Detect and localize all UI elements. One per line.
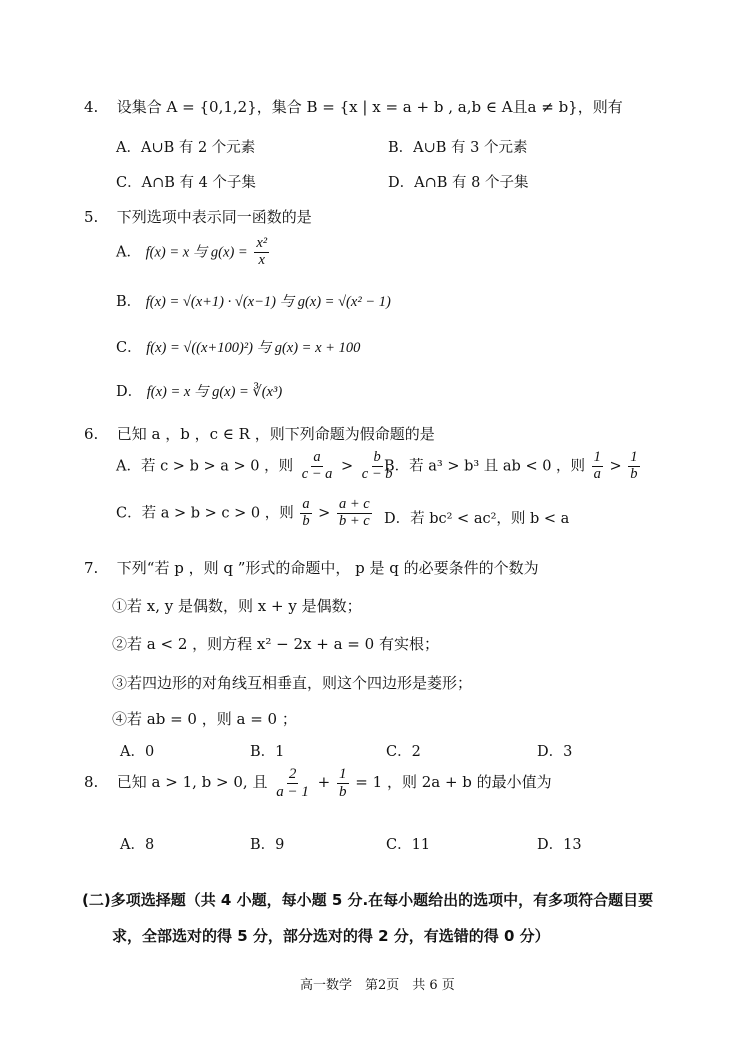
fraction xyxy=(592,450,603,483)
page-footer: 高一数学 第2页 共 6 页 xyxy=(300,978,455,993)
q6-option-c xyxy=(116,497,374,530)
denominator: b xyxy=(630,465,638,482)
option-text: B．若 a³ > b³ 且 ab < 0 ，则 xyxy=(384,458,586,475)
q7-item-1: ①若 x, y 是偶数，则 x + y 是偶数； xyxy=(112,597,362,615)
question-6 xyxy=(84,423,435,444)
fraction xyxy=(628,450,639,483)
question-7 xyxy=(84,557,539,578)
question-8 xyxy=(84,766,552,800)
option-formula: f(x) = x 与 g(x) = xyxy=(145,244,248,261)
numerator: a xyxy=(313,449,321,465)
question-stem: 已知 a > 1, b > 0, 且 xyxy=(116,773,268,791)
operator: + xyxy=(317,773,331,791)
q7-item-3: ③若四边形的对角线互相垂直，则这个四边形是菱形； xyxy=(112,674,473,692)
denominator: b + c xyxy=(338,512,370,529)
option-label: D． xyxy=(116,384,143,400)
q5-option-c xyxy=(116,336,360,357)
question-4 xyxy=(84,96,623,117)
q7-option-c: C．2 xyxy=(386,744,421,760)
operator: > xyxy=(341,458,354,475)
denominator: c − a xyxy=(301,465,333,482)
option-formula: f(x) = √((x+100)²) 与 g(x) = x + 100 xyxy=(146,340,361,356)
q7-option-d: D．3 xyxy=(537,744,573,760)
fraction xyxy=(337,766,349,800)
question-number: 5. xyxy=(84,208,99,226)
denominator: x xyxy=(258,251,265,268)
numerator: a + c xyxy=(338,496,370,512)
question-stem: 下列“若 p ，则 q ”形式的命题中， p 是 q 的必要条件的个数为 xyxy=(116,559,539,577)
denominator: a xyxy=(593,465,601,482)
q8-option-c: C．11 xyxy=(386,837,431,853)
numerator: a xyxy=(302,496,310,512)
fraction xyxy=(300,497,311,530)
numerator: 1 xyxy=(339,766,347,782)
fraction xyxy=(254,236,269,269)
q6-option-d: D．若 bc² < ac²，则 b < a xyxy=(384,511,570,527)
operator: > xyxy=(318,505,331,522)
q7-option-b: B．1 xyxy=(250,744,285,760)
question-number: 8. xyxy=(84,773,99,791)
option-formula: f(x) = x 与 g(x) = ∛(x³) xyxy=(146,384,283,400)
q4-option-a: A．A∪B 有 2 个元素 xyxy=(116,140,256,156)
q5-option-a xyxy=(116,236,271,269)
question-5 xyxy=(84,206,312,227)
q7-item-4: ④若 ab = 0 ，则 a = 0 ； xyxy=(112,710,297,728)
question-stem-end: = 1 ，则 2a + b 的最小值为 xyxy=(355,773,552,791)
q7-item-2: ②若 a < 2 ，则方程 x² − 2x + a = 0 有实根； xyxy=(112,635,439,653)
fraction xyxy=(300,450,335,483)
option-formula: f(x) = √(x+1) · √(x−1) 与 g(x) = √(x² − 1) xyxy=(145,294,391,310)
q5-option-d xyxy=(116,380,282,401)
option-text: A．若 c > b > a > 0 ，则 xyxy=(116,458,294,475)
numerator: 2 xyxy=(288,766,297,782)
question-number: 4. xyxy=(84,98,99,116)
operator: > xyxy=(609,458,622,475)
q4-option-d: D．A∩B 有 8 个子集 xyxy=(388,175,529,191)
q4-option-b: B．A∪B 有 3 个元素 xyxy=(388,140,528,156)
question-number: 7. xyxy=(84,559,99,577)
q4-option-c: C．A∩B 有 4 个子集 xyxy=(116,175,256,191)
question-number: 6. xyxy=(84,425,99,443)
numerator: 1 xyxy=(593,449,601,465)
numerator: 1 xyxy=(630,449,638,465)
q8-option-d: D．13 xyxy=(537,837,582,853)
denominator: c − b xyxy=(361,465,393,482)
option-label: B． xyxy=(116,294,142,310)
q8-option-a: A．8 xyxy=(120,837,155,853)
q5-option-b xyxy=(116,290,391,311)
denominator: a − 1 xyxy=(276,783,309,800)
numerator: b xyxy=(373,449,381,465)
question-stem: 设集合 A = {0,1,2}，集合 B = {x | x = a + b , a,b ∈ A且a ≠ b}，则有 xyxy=(116,98,623,116)
option-label: A． xyxy=(116,244,141,261)
fraction xyxy=(274,766,311,800)
option-label: C． xyxy=(116,340,142,356)
q7-option-a: A．0 xyxy=(120,744,155,760)
fraction xyxy=(337,497,372,530)
section-heading-line-2: 求，全部选对的得 5 分，部分选对的得 2 分，有选错的得 0 分） xyxy=(112,927,550,945)
numerator: x² xyxy=(256,235,268,251)
q6-option-b xyxy=(384,450,642,483)
question-stem: 已知 a ，b ，c ∈ R ，则下列命题为假命题的是 xyxy=(116,425,435,443)
question-stem: 下列选项中表示同一函数的是 xyxy=(116,208,312,226)
denominator: b xyxy=(339,783,347,800)
section-heading-line-1: (二)多项选择题（共 4 小题，每小题 5 分.在每小题给出的选项中，有多项符合题目要 xyxy=(82,891,654,909)
denominator: b xyxy=(302,512,310,529)
q6-option-a xyxy=(116,450,397,483)
option-text: C．若 a > b > c > 0 ，则 xyxy=(116,505,294,522)
q8-option-b: B．9 xyxy=(250,837,285,853)
